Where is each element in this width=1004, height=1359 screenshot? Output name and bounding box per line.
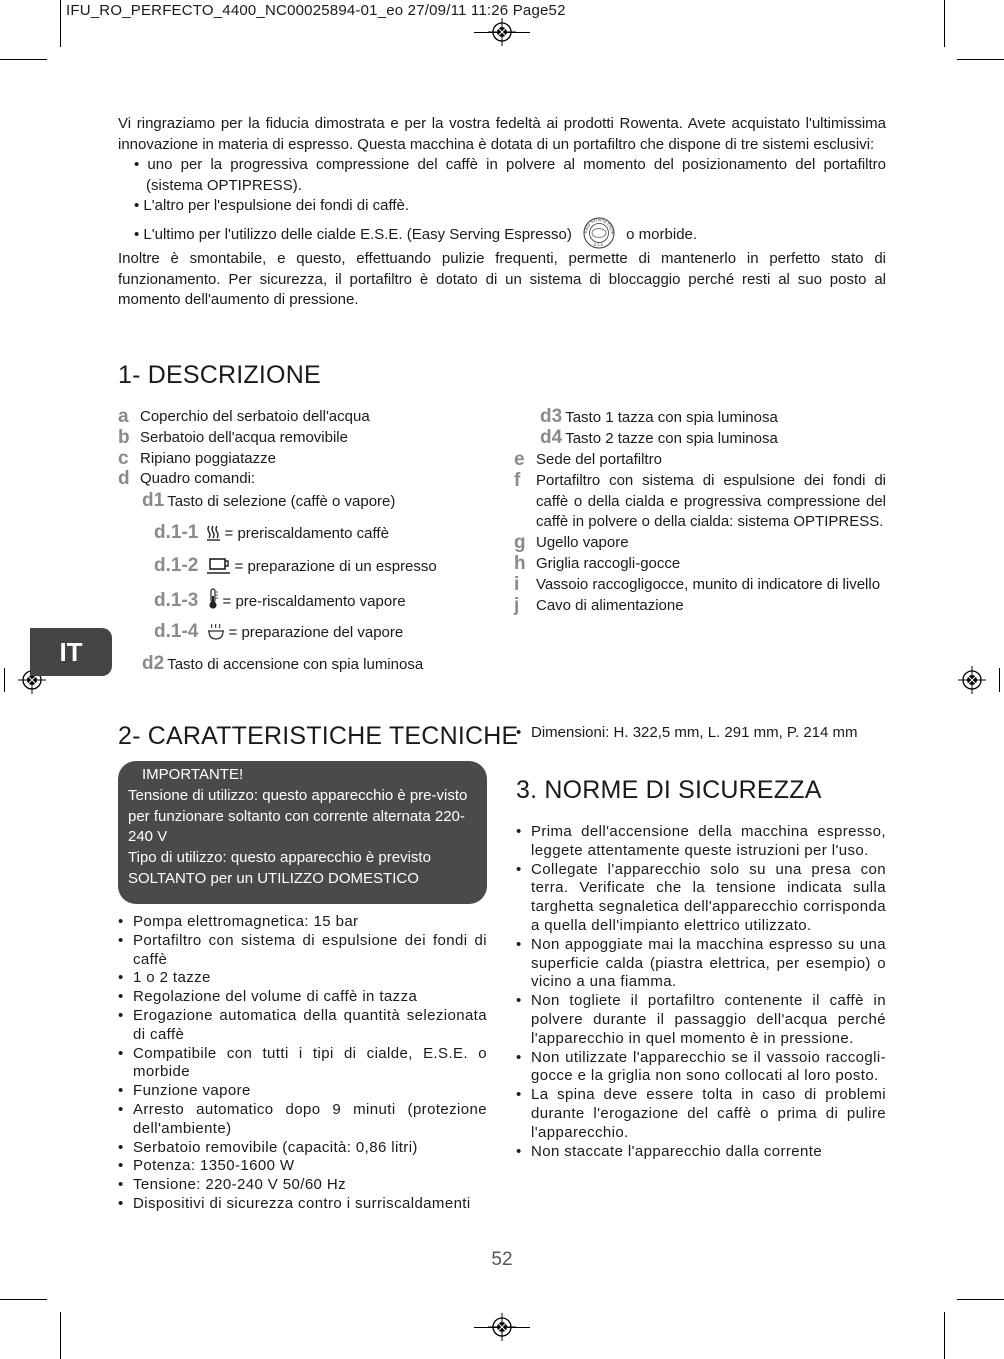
- registration-mark-icon: [958, 666, 986, 694]
- registration-mark-icon: [488, 1313, 516, 1341]
- spec-item: • Serbatoio removibile (capacità: 0,86 litri): [118, 1139, 487, 1158]
- crop-mark: [4, 668, 5, 692]
- safety-item: • Non togliete il portafiltro contenente il caffè in polvere durante il passaggio dell'acqua perché l'apparecchio in quel momento è in pressione.: [516, 992, 886, 1048]
- safety-item: • Prima dell'accensione della macchina espresso, leggete attentamente queste istruzioni per l'uso.: [516, 823, 886, 861]
- language-tab: IT: [30, 628, 112, 676]
- spec-item: • Dispositivi di sicurezza contro i surriscaldamenti: [118, 1195, 487, 1214]
- description-item-d2: d2 Tasto di accensione con spia luminosa: [142, 653, 424, 674]
- intro-bullet: • L'altro per l'espulsione dei fondi di caffè.: [134, 197, 410, 215]
- safety-item: • Collegate l'apparecchio solo su una presa con terra. Verificate che la tensione indicata sulla targhetta segnaletica dell'apparecchio corrisponda a quella dell'impianto elettrico utilizzato.: [516, 861, 886, 936]
- section-1-title: 1- DESCRIZIONE: [118, 361, 321, 389]
- description-item-d3: d3 Tasto 1 tazza con spia luminosa: [540, 406, 778, 427]
- intro-bullet: [118, 217, 886, 249]
- thermometer-icon: [206, 588, 220, 610]
- spec-item: • Compatibile con tutti i tipi di cialde, E.S.E. o morbide: [118, 1045, 487, 1083]
- spec-item: • Erogazione automatica della quantità selezionata di caffè: [118, 1007, 487, 1045]
- technical-specs-list: [118, 913, 487, 1214]
- important-notice-box: [118, 761, 487, 904]
- espresso-cup-icon: [206, 557, 232, 575]
- intro-bullet-text: o morbide.: [626, 225, 698, 243]
- crop-mark: [0, 1299, 47, 1300]
- dimensions-list: [516, 724, 888, 743]
- spec-item: • Tensione: 220-240 V 50/60 Hz: [118, 1176, 487, 1195]
- safety-item: • Non appoggiate mai la macchina espresso su una superficie calda (piastra elettrica, per esempio) o vicino a una fiamma.: [516, 936, 886, 992]
- section-2-title: 2- CARATTERISTICHE TECNICHE: [118, 722, 519, 750]
- spec-item: • 1 o 2 tazze: [118, 969, 487, 988]
- description-item: i Vassoio raccogligocce, munito di indicatore di livello: [514, 573, 881, 595]
- description-item: f Portafiltro con sistema di espulsione dei fondi di caffè o della cialda e progressiva compressione del caffè in polvere o della cialda: sistema OPTIPRESS.: [514, 469, 886, 531]
- description-item: b Serbatoio dell'acqua removibile: [118, 426, 348, 448]
- description-list-left: [118, 407, 468, 490]
- spec-item: • Potenza: 1350-1600 W: [118, 1157, 487, 1176]
- description-item: j Cavo di alimentazione: [514, 594, 684, 616]
- description-item: e Sede del portafiltro: [514, 449, 662, 470]
- spec-item: • Pompa elettromagnetica: 15 bar: [118, 913, 487, 932]
- safety-rules-list: [516, 823, 886, 1161]
- registration-mark-icon: [488, 18, 516, 46]
- crop-mark: [999, 668, 1000, 692]
- print-header: IFU_RO_PERFECTO_4400_NC00025894-01_eo 27/09/11 11:26 Page52: [66, 2, 566, 19]
- crop-mark: [957, 1299, 1004, 1300]
- coffee-heating-icon: [206, 524, 222, 542]
- important-text: Tensione di utilizzo: questo apparecchio è pre-visto per funzionare soltanto con corrente alternata 220-240 V: [128, 786, 468, 846]
- description-item-d4: d4 Tasto 2 tazze con spia luminosa: [540, 427, 778, 448]
- description-item: h Griglia raccogli-gocce: [514, 552, 681, 574]
- description-list-right: [514, 450, 886, 616]
- crop-mark: [60, 0, 61, 47]
- spec-item: • Portafiltro con sistema di espulsione dei fondi di caffè: [118, 932, 487, 970]
- intro-paragraph: Vi ringraziamo per la fiducia dimostrata e per la vostra fedeltà ai prodotti Rowenta. Avete acquistato l'ultimissima innovazione in materia di espresso. Questa macchina è dotata di un portafiltro che dispone di tre sistemi esclusivi:: [118, 115, 886, 153]
- spec-item: • Arresto automatico dopo 9 minuti (protezione dell'ambiente): [118, 1101, 487, 1139]
- description-item: a Coperchio del serbatoio dell'acqua: [118, 406, 370, 427]
- ese-logo-icon: [582, 217, 616, 249]
- intro-bullet-text: • L'ultimo per l'utilizzo delle cialde E.S.E. (Easy Serving Espresso): [134, 225, 572, 243]
- description-subitem: d.1-4 = preparazione del vapore: [154, 621, 404, 642]
- description-item: g Ugello vapore: [514, 532, 629, 554]
- spec-item: • Funzione vapore: [118, 1082, 487, 1101]
- steam-icon: [206, 623, 226, 641]
- intro-bullet: • uno per la progressiva compressione del caffè in polvere al momento del posizionamento del portafiltro (sistema OPTIPRESS).: [134, 156, 886, 194]
- description-subitem: d.1-2 = preparazione di un espresso: [154, 555, 437, 576]
- intro-paragraph: Inoltre è smontabile, e questo, effettuando pulizie frequenti, permette di mantenerlo in perfetto stato di funzionamento. Per sicurezza, il portafiltro è dotato di un sistema di bloccaggio perché resti al suo posto al momento dell'aumento di pressione.: [118, 249, 886, 309]
- safety-item: • Non utilizzate l'apparecchio se il vassoio raccogli-gocce e la griglia non sono collocati al loro posto.: [516, 1049, 886, 1087]
- section-3-title: 3. NORME DI SICUREZZA: [516, 776, 822, 804]
- description-item-d1: d1 Tasto di selezione (caffè o vapore): [142, 490, 396, 511]
- important-text: Tipo di utilizzo: questo apparecchio è previsto SOLTANTO per un UTILIZZO DOMESTICO: [128, 849, 431, 887]
- safety-item: • Non staccate l'apparecchio dalla corrente: [516, 1143, 886, 1162]
- description-item: d Quadro comandi:: [118, 468, 256, 490]
- description-subitem: d.1-1 = preriscaldamento caffè: [154, 522, 389, 543]
- ese-logo-center-text: E.S.E.: [593, 242, 605, 247]
- crop-mark: [944, 0, 945, 47]
- crop-mark: [957, 59, 1004, 60]
- description-subitem: d.1-3 = pre-riscaldamento vapore: [154, 590, 406, 611]
- dimensions-item: • Dimensioni: H. 322,5 mm, L. 291 mm, P. 214 mm: [516, 724, 888, 743]
- intro-text: [118, 114, 886, 311]
- crop-mark: [944, 1312, 945, 1359]
- important-heading: IMPORTANTE!: [142, 766, 244, 783]
- spec-item: • Regolazione del volume di caffè in tazza: [118, 988, 487, 1007]
- crop-mark: [0, 59, 47, 60]
- ese-logo-ring-text: Easy Serving Espre: [582, 216, 616, 235]
- page-number: 52: [491, 1249, 513, 1270]
- safety-item: • La spina deve essere tolta in caso di problemi durante l'erogazione del caffè o prima di pulire l'apparecchio.: [516, 1086, 886, 1142]
- description-item: c Ripiano poggiatazze: [118, 447, 276, 469]
- crop-mark: [60, 1312, 61, 1359]
